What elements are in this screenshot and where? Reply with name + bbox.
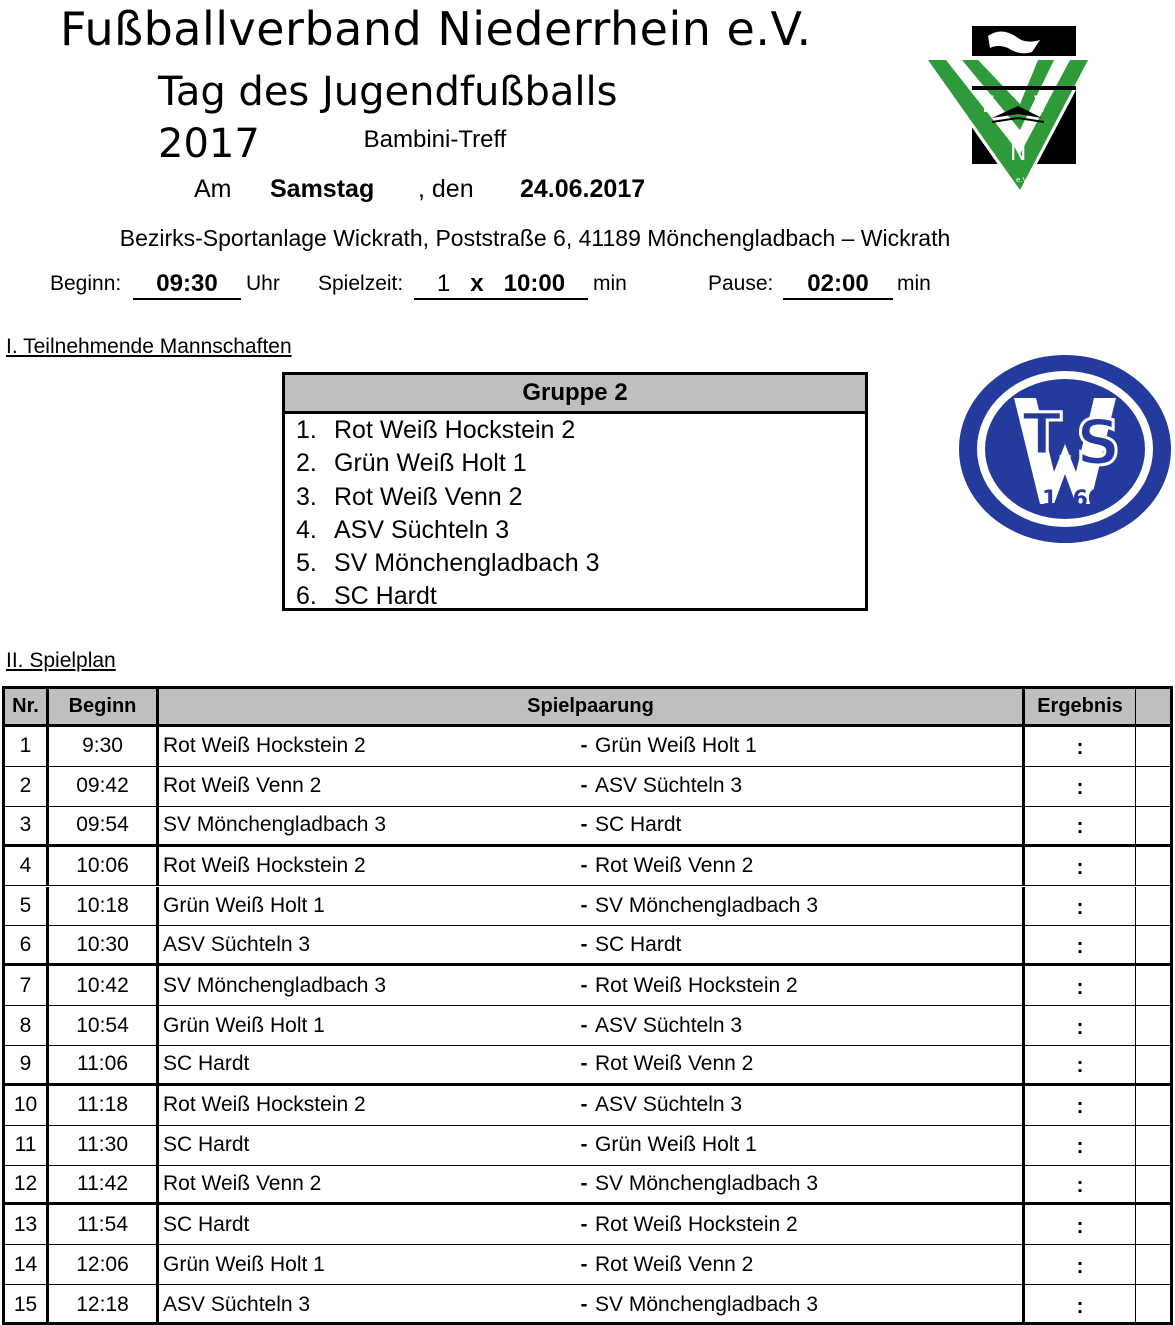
pause-value: 02:00: [783, 268, 893, 300]
match-time: 09:42: [49, 767, 159, 806]
table-row: [5, 807, 1170, 847]
away-team: SC Hardt: [593, 926, 1025, 963]
fvn-logo: [922, 26, 1094, 196]
extra-cell: [1136, 1006, 1170, 1045]
away-team: SV Mönchengladbach 3: [593, 1285, 1025, 1324]
event-subtitle: Bambini-Treff: [363, 126, 507, 153]
match-number: 3: [5, 807, 49, 844]
extra-cell: [1136, 1086, 1170, 1125]
team-number: 6.: [296, 582, 317, 611]
match-number: 5: [5, 887, 49, 926]
team-number: 2.: [296, 449, 317, 478]
result-field[interactable]: :: [1025, 1285, 1136, 1324]
home-team: SC Hardt: [163, 1052, 250, 1076]
away-team: SC Hardt: [593, 807, 1025, 844]
tus-club-logo: [958, 354, 1172, 544]
schedule-table: [2, 686, 1173, 1325]
result-field[interactable]: :: [1025, 887, 1136, 926]
home-team: SV Mönchengladbach 3: [163, 813, 386, 837]
table-row: [5, 727, 1170, 767]
extra-cell: [1136, 1285, 1170, 1324]
team-name: Rot Weiß Venn 2: [334, 482, 523, 511]
extra-cell: [1136, 767, 1170, 806]
home-team: SV Mönchengladbach 3: [163, 973, 386, 997]
spielzeit-x: x: [470, 270, 484, 297]
extra-cell: [1136, 847, 1170, 886]
match-number: 10: [5, 1086, 49, 1125]
team-number: 4.: [296, 515, 317, 544]
home-team: Grün Weiß Holt 1: [163, 893, 325, 917]
team-list-item: [285, 414, 865, 447]
extra-cell: [1136, 1126, 1170, 1165]
col-header-extra: [1136, 689, 1170, 724]
match-time: 11:42: [49, 1166, 159, 1203]
am-label: Am: [194, 175, 232, 203]
extra-cell: [1136, 926, 1170, 963]
away-team: Rot Weiß Venn 2: [593, 1046, 1025, 1083]
match-number: 9: [5, 1046, 49, 1083]
pairing-separator: -: [580, 932, 588, 956]
team-name: Grün Weiß Holt 1: [334, 449, 527, 478]
match-time: 9:30: [49, 727, 159, 766]
table-row: [5, 1046, 1170, 1086]
result-field[interactable]: :: [1025, 1006, 1136, 1045]
venue-address: Bezirks-Sportanlage Wickrath, Poststraße 6, 41189 Mönchengladbach – Wickrath: [119, 225, 951, 251]
result-field[interactable]: :: [1025, 1126, 1136, 1165]
result-field[interactable]: :: [1025, 1166, 1136, 1203]
match-number: 2: [5, 767, 49, 806]
match-number: 14: [5, 1245, 49, 1284]
pairing-separator: -: [580, 854, 588, 878]
home-team: Rot Weiß Hockstein 2: [163, 734, 366, 758]
match-time: 11:30: [49, 1126, 159, 1165]
tus-letter-t: T: [1022, 400, 1062, 468]
table-row: [5, 887, 1170, 927]
home-team: Grün Weiß Holt 1: [163, 1252, 325, 1276]
teams-heading: I. Teilnehmende Mannschaften: [6, 335, 292, 358]
match-time: 10:54: [49, 1006, 159, 1045]
table-row: [5, 966, 1170, 1006]
uhr-label: Uhr: [246, 272, 280, 295]
result-field[interactable]: :: [1025, 966, 1136, 1005]
pairing-separator: -: [580, 734, 588, 758]
table-row: [5, 767, 1170, 807]
extra-cell: [1136, 966, 1170, 1005]
col-header-nr: Nr.: [5, 689, 49, 724]
table-row: [5, 926, 1170, 966]
team-name: ASV Süchteln 3: [334, 515, 510, 544]
result-field[interactable]: :: [1025, 1046, 1136, 1083]
fvn-letter-f: F: [982, 93, 995, 118]
match-number: 1: [5, 727, 49, 766]
match-number: 12: [5, 1166, 49, 1203]
pairing-separator: -: [580, 973, 588, 997]
tus-letter-u: u: [1058, 447, 1073, 471]
home-team: Rot Weiß Hockstein 2: [163, 854, 366, 878]
match-number: 8: [5, 1006, 49, 1045]
pairing-separator: -: [580, 1093, 588, 1117]
table-row: [5, 847, 1170, 887]
match-number: 11: [5, 1126, 49, 1165]
away-team: Rot Weiß Venn 2: [593, 847, 1025, 886]
extra-cell: [1136, 887, 1170, 926]
table-row: [5, 1126, 1170, 1166]
extra-cell: [1136, 1245, 1170, 1284]
match-time: 12:06: [49, 1245, 159, 1284]
table-row: [5, 1245, 1170, 1285]
result-field[interactable]: :: [1025, 926, 1136, 963]
schedule-header-row: [5, 689, 1170, 727]
match-number: 13: [5, 1205, 49, 1244]
match-time: 10:18: [49, 887, 159, 926]
pairing-separator: -: [580, 1212, 588, 1236]
match-number: 15: [5, 1285, 49, 1324]
schedule-heading: II. Spielplan: [6, 649, 116, 672]
away-team: Grün Weiß Holt 1: [593, 1126, 1025, 1165]
extra-cell: [1136, 1166, 1170, 1203]
result-field[interactable]: :: [1025, 1205, 1136, 1244]
table-row: [5, 1285, 1170, 1325]
team-list-item: [285, 481, 865, 514]
table-row: [5, 1205, 1170, 1245]
pairing-separator: -: [580, 1052, 588, 1076]
extra-cell: [1136, 1046, 1170, 1083]
home-team: Rot Weiß Venn 2: [163, 1172, 322, 1196]
extra-cell: [1136, 1205, 1170, 1244]
result-field[interactable]: :: [1025, 1245, 1136, 1284]
extra-cell: [1136, 727, 1170, 766]
table-row: [5, 1166, 1170, 1206]
pairing-separator: -: [580, 1252, 588, 1276]
match-time: 11:18: [49, 1086, 159, 1125]
team-list-item: [285, 547, 865, 580]
result-field[interactable]: :: [1025, 1086, 1136, 1125]
group-title: Gruppe 2: [285, 375, 865, 414]
team-list: [285, 414, 865, 614]
col-header-result: Ergebnis: [1025, 689, 1136, 724]
spielzeit-label: Spielzeit:: [318, 272, 404, 295]
match-time: 10:06: [49, 847, 159, 886]
result-field[interactable]: :: [1025, 807, 1136, 844]
pairing-separator: -: [580, 813, 588, 837]
col-header-beginn: Beginn: [49, 689, 159, 724]
team-list-item: [285, 447, 865, 480]
match-time: 10:30: [49, 926, 159, 963]
pause-min-label: min: [897, 272, 931, 295]
spielzeit-count: 1: [436, 270, 451, 297]
home-team: ASV Süchteln 3: [163, 1292, 311, 1316]
pause-label: Pause:: [708, 272, 774, 295]
association-title: Fußballverband Niederrhein e.V.: [60, 2, 812, 56]
result-field[interactable]: :: [1025, 767, 1136, 806]
group-box: [282, 372, 868, 611]
away-team: ASV Süchteln 3: [593, 1006, 1025, 1045]
result-field[interactable]: :: [1025, 847, 1136, 886]
away-team: ASV Süchteln 3: [593, 1086, 1025, 1125]
pairing-separator: -: [580, 1133, 588, 1157]
home-team: Rot Weiß Hockstein 2: [163, 1093, 366, 1117]
date-value: 24.06.2017: [520, 175, 646, 203]
team-number: 1.: [296, 416, 317, 444]
table-row: [5, 1086, 1170, 1126]
fvn-letter-n: N: [1010, 141, 1027, 166]
den-label: , den: [418, 175, 474, 203]
home-team: Grün Weiß Holt 1: [163, 1013, 325, 1037]
match-time: 11:54: [49, 1205, 159, 1244]
team-number: 5.: [296, 549, 317, 578]
home-team: SC Hardt: [163, 1133, 250, 1157]
away-team: Rot Weiß Venn 2: [593, 1245, 1025, 1284]
home-team: SC Hardt: [163, 1212, 250, 1236]
team-name: Rot Weiß Hockstein 2: [334, 416, 576, 444]
home-team: ASV Süchteln 3: [163, 932, 311, 956]
spielzeit-min-label: min: [593, 272, 627, 295]
team-name: SC Hardt: [334, 582, 437, 611]
team-number: 3.: [296, 482, 317, 511]
away-team: Rot Weiß Hockstein 2: [593, 1205, 1025, 1244]
pairing-separator: -: [580, 1172, 588, 1196]
extra-cell: [1136, 807, 1170, 844]
match-time: 10:42: [49, 966, 159, 1005]
away-team: Rot Weiß Hockstein 2: [593, 966, 1025, 1005]
match-number: 4: [5, 847, 49, 886]
match-number: 7: [5, 966, 49, 1005]
spielzeit-value: 10:00: [503, 270, 566, 297]
match-time: 11:06: [49, 1046, 159, 1083]
team-name: SV Mönchengladbach 3: [334, 549, 600, 578]
result-field[interactable]: :: [1025, 727, 1136, 766]
tus-letter-s: S: [1076, 406, 1121, 479]
beginn-value: 09:30: [133, 268, 241, 300]
pairing-separator: -: [580, 893, 588, 917]
pairing-separator: -: [580, 1292, 588, 1316]
match-time: 12:18: [49, 1285, 159, 1324]
away-team: Grün Weiß Holt 1: [593, 727, 1025, 766]
home-team: Rot Weiß Venn 2: [163, 774, 322, 798]
day-value: Samstag: [270, 175, 375, 203]
tus-year: 1860: [1042, 487, 1104, 512]
away-team: SV Mönchengladbach 3: [593, 1166, 1025, 1203]
col-header-pairing: Spielpaarung: [159, 689, 1025, 724]
match-number: 6: [5, 926, 49, 963]
pairing-separator: -: [580, 1013, 588, 1037]
fvn-letter-ev: e.V.: [1016, 176, 1029, 184]
table-row: [5, 1006, 1170, 1046]
away-team: ASV Süchteln 3: [593, 767, 1025, 806]
fvn-letter-v: V: [1034, 93, 1050, 118]
match-time: 09:54: [49, 807, 159, 844]
pairing-separator: -: [580, 774, 588, 798]
away-team: SV Mönchengladbach 3: [593, 887, 1025, 926]
beginn-label: Beginn:: [50, 272, 122, 295]
team-list-item: [285, 580, 865, 613]
event-title: Tag des Jugendfußballs 2017: [158, 69, 618, 167]
spielzeit-value-group: [414, 268, 588, 300]
team-list-item: [285, 514, 865, 547]
